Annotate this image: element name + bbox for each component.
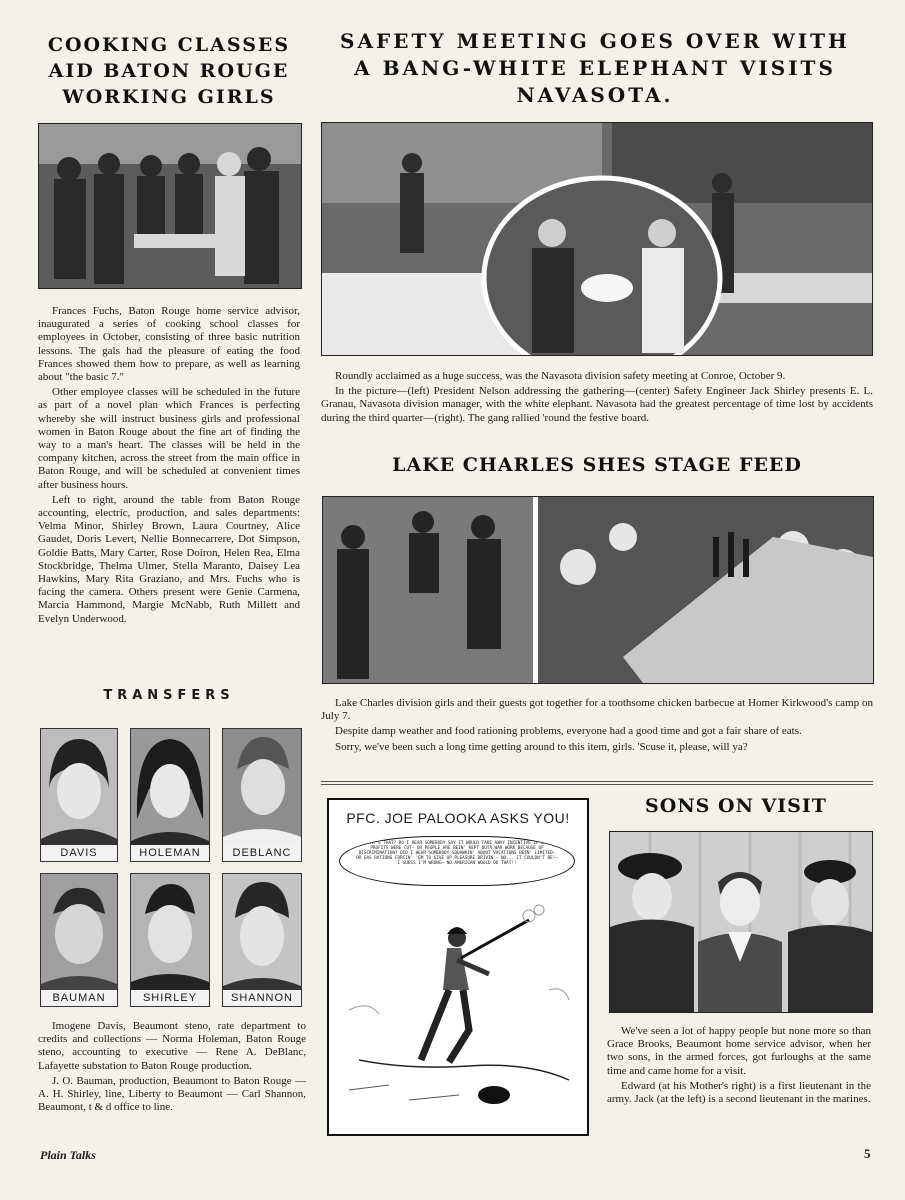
publication-name: Plain Talks	[40, 1148, 96, 1162]
portrait-name: SHANNON	[223, 990, 301, 1006]
portrait-name: DEBLANC	[223, 845, 301, 861]
safety-paragraph: Roundly acclaimed as a huge success, was the Navasota division safety meeting at Conroe, October 9.	[335, 370, 786, 382]
cartoon-title: PFC. JOE PALOOKA ASKS YOU!	[346, 810, 570, 826]
soldier-illustration	[329, 890, 587, 1134]
speech-bubble-text: WHAT'S THAT? DO I HEAR SOMEBODY SAY IT WOULD TAKE AWAY INCENTIVE IF WAR PROFITS WERE CUT— OR PEOPLE ARE BEIN' KEPT OUTA WAR WORK BECAUSE OF DISCRIMINATION? DID I HEAR SOMEBODY SQUAWKIN' ABOUT VACATIONS BEIN' LIMITED— OR GAS RATIONS FORCIN' 'EM TO GIVE UP PLEASURE DRIVIN'— NO... IT COULDN'T BE!— I GUESS I'M WRONG— NO AMERICAN WOULD DO THAT!!	[356, 841, 558, 867]
safety-headline: SAFETY MEETING GOES OVER WITH A BANG-WHITE ELEPHANT VISITS NAVASOTA.	[340, 29, 850, 107]
cooking-headline: COOKING CLASSES AID BATON ROUGE WORKING GIRLS	[47, 34, 291, 108]
lake-charles-text	[321, 697, 873, 756]
portrait-name: HOLEMAN	[131, 845, 209, 861]
section-divider	[321, 781, 873, 782]
sons-paragraph: We've seen a lot of happy people but none more so than Grace Brooks, Beaumont home service advisor, when her two sons, in the armed forces, got furloughs at the same time and came home for a visit.	[607, 1025, 871, 1077]
lake-charles-headline: LAKE CHARLES SHES STAGE FEED	[392, 454, 802, 476]
section-divider	[321, 784, 873, 785]
cooking-paragraph: Other employee classes will be scheduled in the future as part of a novel plan which Frances is perfecting whereby she will instruct business girls and professional women in Baton Rouge about the fine art of finding the way to a man's heart. The classes will be held in the company kitchen, across the street from the main office in Baton Rouge, and will be scheduled at convenient times after business hours.	[38, 386, 300, 491]
safety-paragraph: In the picture—(left) President Nelson addressing the gathering—(center) Safety Engineer Jack Shirley presents E. L. Granau, Navasota division manager, with the white elephant. Navasota had the greatest percentage of time lost by accidents during the third quarter—(right). The gang rallied 'round the festive board.	[321, 385, 873, 424]
page-number: 5	[864, 1146, 871, 1161]
portrait-name: DAVIS	[41, 845, 117, 861]
transfers-paragraph: Imogene Davis, Beaumont steno, rate department to credits and collections — Norma Holeman, Baton Rouge steno, accounting to executive — Rene A. DeBlanc, Lafayette substation to Baton Rouge production.	[38, 1020, 306, 1072]
portrait-bauman	[40, 873, 118, 1007]
lake-charles-paragraph: Sorry, we've been such a long time getting around to this item, girls. 'Scuse it, please, will ya?	[335, 740, 748, 753]
cooking-class-photo	[38, 123, 302, 289]
sons-visit-photo	[609, 831, 873, 1013]
transfers-paragraph: J. O. Bauman, production, Beaumont to Baton Rouge — A. H. Shirley, line, Liberty to Beaumont — Carl Shannon, Beaumont, t & d office to line.	[38, 1074, 306, 1114]
safety-article-text	[321, 370, 873, 427]
sons-headline: SONS ON VISIT	[645, 795, 827, 817]
cooking-article-text	[38, 305, 300, 628]
portrait-name: SHIRLEY	[131, 990, 209, 1006]
cooking-paragraph: Frances Fuchs, Baton Rouge home service advisor, inaugurated a series of cooking school classes for employees in October, consisting of three basic nutrition lessons. The gals had the pleasure of eating the food Frances showed them how to prepare, as well as learning about "the basic 7."	[38, 305, 300, 384]
speech-bubble	[339, 836, 575, 886]
transfers-headline: TRANSFERS	[103, 688, 235, 703]
safety-meeting-photo	[321, 122, 873, 356]
portrait-deblanc	[222, 728, 302, 862]
portrait-name: BAUMAN	[41, 990, 117, 1006]
cooking-paragraph: Left to right, around the table from Baton Rouge accounting, electric, production, and sales departments: Velma Minor, Shirley Brown, Laura Courtney, Alice Gaudet, Doris Levert, Nellie Bonnecarrere, Dot Simpson, Goldie Batts, Mary Carter, Rose Doiron, Helen Rea, Elma Stockbridge, Thelma Ulmer, Stella Maranto, Daisey Lea Hawkins, Mary Rita Graziano, and Mrs. Fuchs who is facing the camera. Others present were Genie Carmena, Marcia Hammond, Margie McNabb, Ruth Millett and Evelyn Underwood.	[38, 493, 300, 625]
portrait-davis	[40, 728, 118, 862]
lake-charles-photo	[322, 496, 874, 684]
palooka-cartoon	[327, 798, 589, 1136]
sons-article-text	[607, 1025, 871, 1108]
lake-charles-paragraph: Lake Charles division girls and their guests got together for a toothsome chicken barbecue at Homer Kirkwood's camp on July 7.	[321, 697, 873, 723]
transfers-text	[38, 1020, 306, 1116]
portrait-shannon	[222, 873, 302, 1007]
portrait-shirley	[130, 873, 210, 1007]
lake-charles-paragraph: Despite damp weather and food rationing problems, everyone had a good time and got a fair share of eats.	[335, 725, 802, 738]
portrait-holeman	[130, 728, 210, 862]
sons-paragraph: Edward (at his Mother's right) is a first lieutenant in the army. Jack (at the left) is a second lieutenant in the marines.	[607, 1079, 871, 1106]
